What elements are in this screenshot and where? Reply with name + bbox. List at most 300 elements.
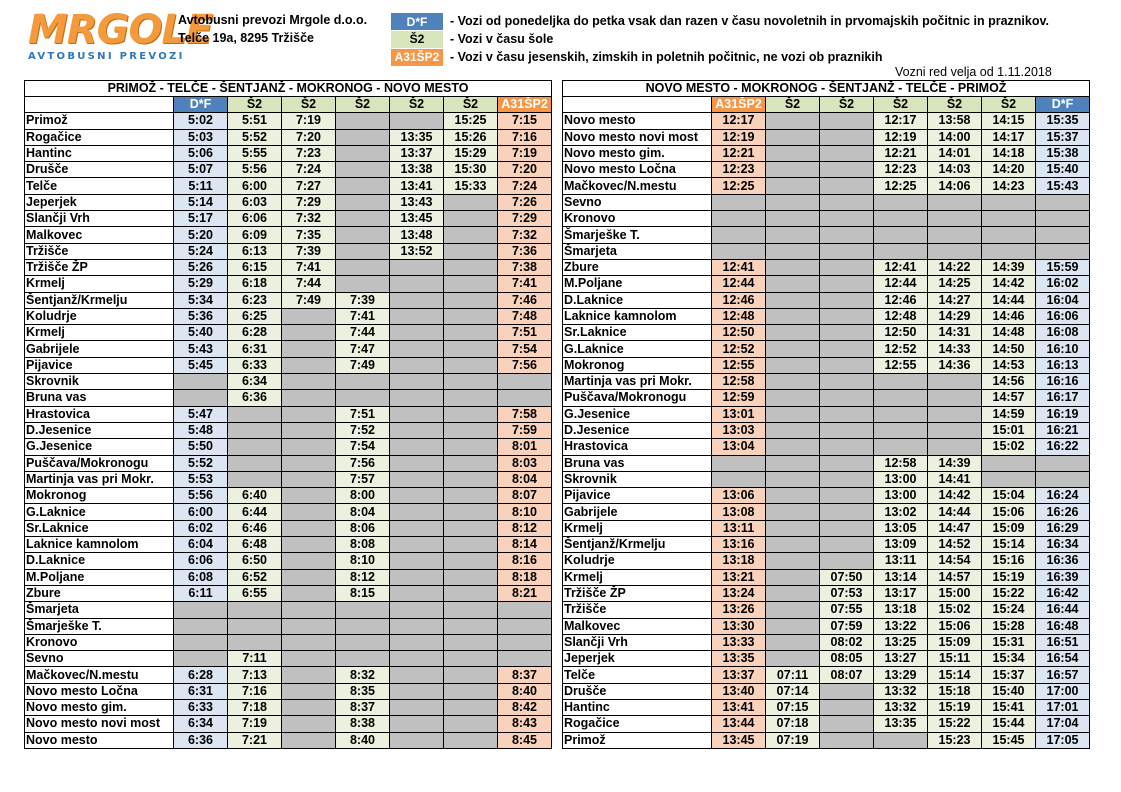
empty-cell xyxy=(444,227,498,243)
departure-time: 7:18 xyxy=(228,699,282,715)
empty-cell xyxy=(766,292,820,308)
empty-cell xyxy=(820,178,874,194)
empty-cell xyxy=(282,341,336,357)
table-row xyxy=(25,178,552,194)
stop-name: Slančji Vrh xyxy=(25,211,174,227)
table-row xyxy=(563,145,1090,161)
departure-time: 14:44 xyxy=(928,504,982,520)
departure-time: 6:13 xyxy=(228,243,282,259)
departure-time: 12:48 xyxy=(712,308,766,324)
departure-time: 7:23 xyxy=(282,145,336,161)
departure-time: 15:25 xyxy=(444,113,498,129)
departure-time: 15:40 xyxy=(982,683,1036,699)
stop-name: M.Poljane xyxy=(25,569,174,585)
departure-time: 6:36 xyxy=(174,732,228,748)
departure-time: 6:00 xyxy=(228,178,282,194)
departure-time: 6:44 xyxy=(228,504,282,520)
departure-time: 5:48 xyxy=(174,422,228,438)
departure-time: 13:38 xyxy=(390,162,444,178)
departure-time: 7:29 xyxy=(282,194,336,210)
empty-cell xyxy=(282,732,336,748)
empty-cell xyxy=(820,699,874,715)
departure-time: 6:34 xyxy=(228,374,282,390)
departure-time: 8:40 xyxy=(336,732,390,748)
table-row xyxy=(563,618,1090,634)
stop-name: Šmarješke T. xyxy=(563,227,712,243)
empty-cell xyxy=(766,553,820,569)
empty-cell xyxy=(282,471,336,487)
departure-time: 16:08 xyxy=(1036,325,1090,341)
table-row xyxy=(563,699,1090,715)
departure-time: 12:17 xyxy=(712,113,766,129)
table-row xyxy=(563,422,1090,438)
departure-time: 15:14 xyxy=(982,537,1036,553)
stop-name: Pijavice xyxy=(25,357,174,373)
departure-time: 7:48 xyxy=(498,308,552,324)
logo-tagline: AVTOBUSNI PREVOZI xyxy=(28,51,185,62)
empty-cell xyxy=(820,194,874,210)
departure-time: 5:56 xyxy=(174,488,228,504)
empty-cell xyxy=(820,227,874,243)
departure-time: 15:30 xyxy=(444,162,498,178)
departure-time: 15:37 xyxy=(1036,129,1090,145)
departure-time: 14:20 xyxy=(982,162,1036,178)
departure-time: 15:29 xyxy=(444,145,498,161)
empty-cell xyxy=(712,471,766,487)
departure-time: 15:19 xyxy=(982,569,1036,585)
departure-time: 6:55 xyxy=(228,585,282,601)
empty-cell xyxy=(766,585,820,601)
departure-time: 13:32 xyxy=(874,699,928,715)
departure-time: 7:59 xyxy=(498,422,552,438)
departure-time: 15:02 xyxy=(928,602,982,618)
departure-time: 08:07 xyxy=(820,667,874,683)
stop-name: Drušče xyxy=(563,683,712,699)
stop-name: D.Jesenice xyxy=(563,422,712,438)
departure-time: 13:52 xyxy=(390,243,444,259)
departure-time: 15:14 xyxy=(928,667,982,683)
departure-time: 8:37 xyxy=(336,699,390,715)
stop-name: Martinja vas pri Mokr. xyxy=(563,374,712,390)
departure-time: 15:35 xyxy=(1036,113,1090,129)
departure-time: 14:39 xyxy=(928,455,982,471)
table-row xyxy=(563,341,1090,357)
empty-cell xyxy=(444,455,498,471)
table-row xyxy=(25,683,552,699)
departure-time: 14:52 xyxy=(928,537,982,553)
departure-time: 7:39 xyxy=(282,243,336,259)
departure-time: 7:19 xyxy=(282,113,336,129)
departure-time: 13:43 xyxy=(390,194,444,210)
departure-time: 6:00 xyxy=(174,504,228,520)
empty-cell xyxy=(444,504,498,520)
empty-cell xyxy=(712,455,766,471)
departure-time: 7:27 xyxy=(282,178,336,194)
column-header: Š2 xyxy=(336,97,390,113)
table-row xyxy=(563,667,1090,683)
empty-cell xyxy=(766,145,820,161)
empty-cell xyxy=(820,390,874,406)
table-row xyxy=(25,194,552,210)
table-row xyxy=(25,471,552,487)
empty-cell xyxy=(766,455,820,471)
table-row xyxy=(25,537,552,553)
departure-time: 07:19 xyxy=(766,732,820,748)
table-row xyxy=(25,667,552,683)
departure-time: 14:56 xyxy=(982,374,1036,390)
table-row xyxy=(25,504,552,520)
table-row xyxy=(563,585,1090,601)
stop-name: Novo mesto gim. xyxy=(563,145,712,161)
empty-cell xyxy=(766,569,820,585)
empty-cell xyxy=(766,129,820,145)
logo-wordmark: MRGOLE xyxy=(28,7,213,53)
stop-name: Primož xyxy=(563,732,712,748)
departure-time: 17:05 xyxy=(1036,732,1090,748)
departure-time: 14:18 xyxy=(982,145,1036,161)
departure-time: 6:34 xyxy=(174,716,228,732)
empty-cell xyxy=(228,602,282,618)
empty-cell xyxy=(228,455,282,471)
departure-time: 8:07 xyxy=(498,488,552,504)
departure-time: 8:32 xyxy=(336,667,390,683)
departure-time: 5:36 xyxy=(174,308,228,324)
stop-name: Laknice kamnolom xyxy=(25,537,174,553)
departure-time: 16:22 xyxy=(1036,439,1090,455)
departure-time: 14:48 xyxy=(982,325,1036,341)
departure-time: 5:53 xyxy=(174,471,228,487)
departure-time: 16:48 xyxy=(1036,618,1090,634)
departure-time: 7:35 xyxy=(282,227,336,243)
empty-cell xyxy=(390,113,444,129)
departure-time: 8:37 xyxy=(498,667,552,683)
departure-time: 13:35 xyxy=(712,651,766,667)
departure-time: 14:42 xyxy=(928,488,982,504)
empty-cell xyxy=(390,422,444,438)
departure-time: 8:12 xyxy=(498,520,552,536)
departure-time: 16:06 xyxy=(1036,308,1090,324)
departure-time: 12:19 xyxy=(874,129,928,145)
stop-name: M.Poljane xyxy=(563,276,712,292)
departure-time: 12:17 xyxy=(874,113,928,129)
departure-time: 08:02 xyxy=(820,634,874,650)
departure-time: 5:24 xyxy=(174,243,228,259)
departure-time: 15:16 xyxy=(982,553,1036,569)
stop-name: Koludrje xyxy=(25,308,174,324)
departure-time: 13:05 xyxy=(874,520,928,536)
departure-time: 7:47 xyxy=(336,341,390,357)
stop-name: G.Jesenice xyxy=(25,439,174,455)
departure-time: 8:12 xyxy=(336,569,390,585)
empty-cell xyxy=(766,194,820,210)
departure-time: 6:03 xyxy=(228,194,282,210)
departure-time: 5:40 xyxy=(174,325,228,341)
empty-cell xyxy=(444,390,498,406)
stop-name: Novo mesto Ločna xyxy=(563,162,712,178)
empty-cell xyxy=(282,634,336,650)
empty-cell xyxy=(766,113,820,129)
departure-time: 15:33 xyxy=(444,178,498,194)
departure-time: 8:04 xyxy=(498,471,552,487)
empty-cell xyxy=(928,243,982,259)
departure-time: 16:10 xyxy=(1036,341,1090,357)
departure-time: 8:35 xyxy=(336,683,390,699)
empty-cell xyxy=(820,716,874,732)
departure-time: 6:48 xyxy=(228,537,282,553)
empty-cell xyxy=(1036,243,1090,259)
departure-time: 8:04 xyxy=(336,504,390,520)
departure-time: 13:41 xyxy=(712,699,766,715)
departure-time: 7:57 xyxy=(336,471,390,487)
empty-cell xyxy=(766,471,820,487)
legend-badge-a31: A31ŠP2 xyxy=(391,49,443,66)
departure-time: 8:42 xyxy=(498,699,552,715)
empty-cell xyxy=(390,699,444,715)
departure-time: 6:28 xyxy=(174,667,228,683)
departure-time: 8:10 xyxy=(336,553,390,569)
stop-name: Novo mesto xyxy=(25,732,174,748)
departure-time: 16:16 xyxy=(1036,374,1090,390)
table-row xyxy=(25,145,552,161)
departure-time: 12:58 xyxy=(874,455,928,471)
table-row xyxy=(25,732,552,748)
departure-time: 13:32 xyxy=(874,683,928,699)
empty-cell xyxy=(928,439,982,455)
table-row xyxy=(25,488,552,504)
table-row xyxy=(563,537,1090,553)
departure-time: 7:21 xyxy=(228,732,282,748)
departure-time: 14:29 xyxy=(928,308,982,324)
empty-cell xyxy=(336,618,390,634)
empty-cell xyxy=(444,732,498,748)
empty-cell xyxy=(282,553,336,569)
departure-time: 15:06 xyxy=(928,618,982,634)
empty-cell xyxy=(820,439,874,455)
empty-cell xyxy=(982,471,1036,487)
empty-cell xyxy=(282,683,336,699)
departure-time: 6:28 xyxy=(228,325,282,341)
empty-cell xyxy=(336,145,390,161)
table-row xyxy=(25,455,552,471)
table-row xyxy=(563,504,1090,520)
departure-time: 15:31 xyxy=(982,634,1036,650)
departure-time: 14:50 xyxy=(982,341,1036,357)
departure-time: 13:27 xyxy=(874,651,928,667)
empty-cell xyxy=(820,471,874,487)
departure-time: 13:02 xyxy=(874,504,928,520)
stop-name: G.Laknice xyxy=(563,341,712,357)
empty-cell xyxy=(390,732,444,748)
stop-name: Tržišče ŽP xyxy=(25,259,174,275)
departure-time: 13:18 xyxy=(874,602,928,618)
empty-cell xyxy=(444,488,498,504)
empty-cell xyxy=(766,537,820,553)
departure-time: 7:38 xyxy=(498,259,552,275)
stop-name: Zbure xyxy=(563,259,712,275)
departure-time: 5:07 xyxy=(174,162,228,178)
departure-time: 7:13 xyxy=(228,667,282,683)
departure-time: 07:18 xyxy=(766,716,820,732)
table-row xyxy=(563,520,1090,536)
empty-cell xyxy=(928,422,982,438)
departure-time: 15:19 xyxy=(928,699,982,715)
column-header: Š2 xyxy=(982,97,1036,113)
departure-time: 15:22 xyxy=(982,585,1036,601)
departure-time: 6:18 xyxy=(228,276,282,292)
departure-time: 13:00 xyxy=(874,471,928,487)
column-header: Š2 xyxy=(874,97,928,113)
empty-cell xyxy=(874,390,928,406)
empty-cell xyxy=(444,716,498,732)
legend-badge-s2: Š2 xyxy=(391,31,443,48)
departure-time: 7:24 xyxy=(498,178,552,194)
stop-name: G.Jesenice xyxy=(563,406,712,422)
stop-name: Bruna vas xyxy=(25,390,174,406)
empty-cell xyxy=(820,357,874,373)
departure-time: 5:02 xyxy=(174,113,228,129)
table-row xyxy=(25,439,552,455)
stop-name: Slančji Vrh xyxy=(563,634,712,650)
departure-time: 13:58 xyxy=(928,113,982,129)
departure-time: 8:03 xyxy=(498,455,552,471)
stop-name: Koludrje xyxy=(563,553,712,569)
departure-time: 8:08 xyxy=(336,537,390,553)
stop-name: Šmarjeta xyxy=(25,602,174,618)
empty-cell xyxy=(766,341,820,357)
empty-cell xyxy=(228,634,282,650)
departure-time: 14:31 xyxy=(928,325,982,341)
empty-cell xyxy=(444,618,498,634)
stop-name: Krmelj xyxy=(25,325,174,341)
empty-cell xyxy=(982,227,1036,243)
departure-time: 07:53 xyxy=(820,585,874,601)
empty-cell xyxy=(1036,455,1090,471)
departure-time: 6:50 xyxy=(228,553,282,569)
table-row xyxy=(563,308,1090,324)
departure-time: 16:24 xyxy=(1036,488,1090,504)
departure-time: 5:06 xyxy=(174,145,228,161)
stop-name: D.Jesenice xyxy=(25,422,174,438)
stop-name: Novo mesto xyxy=(563,113,712,129)
stop-name: Šmarješke T. xyxy=(25,618,174,634)
empty-cell xyxy=(390,683,444,699)
departure-time: 6:15 xyxy=(228,259,282,275)
departure-time: 12:21 xyxy=(712,145,766,161)
departure-time: 16:04 xyxy=(1036,292,1090,308)
stop-name: Telče xyxy=(25,178,174,194)
departure-time: 8:10 xyxy=(498,504,552,520)
departure-time: 15:01 xyxy=(982,422,1036,438)
departure-time: 16:02 xyxy=(1036,276,1090,292)
empty-cell xyxy=(336,259,390,275)
table-row xyxy=(25,569,552,585)
table-row xyxy=(563,716,1090,732)
departure-time: 08:05 xyxy=(820,651,874,667)
empty-cell xyxy=(336,243,390,259)
departure-time: 12:50 xyxy=(712,325,766,341)
departure-time: 6:40 xyxy=(228,488,282,504)
empty-cell xyxy=(820,145,874,161)
departure-time: 12:46 xyxy=(712,292,766,308)
empty-cell xyxy=(498,651,552,667)
empty-cell xyxy=(336,602,390,618)
departure-time: 8:06 xyxy=(336,520,390,536)
empty-cell xyxy=(174,634,228,650)
departure-time: 07:11 xyxy=(766,667,820,683)
empty-cell xyxy=(498,602,552,618)
stop-name: Šmarjeta xyxy=(563,243,712,259)
departure-time: 12:59 xyxy=(712,390,766,406)
departure-time: 6:11 xyxy=(174,585,228,601)
empty-cell xyxy=(820,504,874,520)
empty-cell xyxy=(444,194,498,210)
empty-cell xyxy=(390,667,444,683)
departure-time: 13:22 xyxy=(874,618,928,634)
departure-time: 5:26 xyxy=(174,259,228,275)
departure-time: 15:00 xyxy=(928,585,982,601)
departure-time: 7:41 xyxy=(282,259,336,275)
empty-cell xyxy=(928,406,982,422)
empty-cell xyxy=(1036,211,1090,227)
empty-cell xyxy=(282,439,336,455)
empty-cell xyxy=(336,374,390,390)
departure-time: 13:25 xyxy=(874,634,928,650)
empty-cell xyxy=(444,243,498,259)
departure-time: 7:16 xyxy=(228,683,282,699)
departure-time: 12:41 xyxy=(874,259,928,275)
table-row xyxy=(25,259,552,275)
departure-time: 8:14 xyxy=(498,537,552,553)
column-header: Š2 xyxy=(228,97,282,113)
departure-time: 17:04 xyxy=(1036,716,1090,732)
table-row xyxy=(25,618,552,634)
empty-cell xyxy=(820,113,874,129)
departure-time: 15:43 xyxy=(1036,178,1090,194)
departure-time: 12:41 xyxy=(712,259,766,275)
departure-time: 7:15 xyxy=(498,113,552,129)
departure-time: 13:35 xyxy=(874,716,928,732)
empty-cell xyxy=(928,227,982,243)
departure-time: 8:21 xyxy=(498,585,552,601)
table-row xyxy=(563,211,1090,227)
departure-time: 14:44 xyxy=(982,292,1036,308)
empty-cell xyxy=(444,308,498,324)
empty-cell xyxy=(874,406,928,422)
stop-name: Šentjanž/Krmelju xyxy=(25,292,174,308)
empty-cell xyxy=(390,292,444,308)
stop-name: Jeperjek xyxy=(25,194,174,210)
column-header: Š2 xyxy=(820,97,874,113)
empty-cell xyxy=(390,308,444,324)
table-row xyxy=(563,357,1090,373)
empty-cell xyxy=(766,422,820,438)
departure-time: 14:54 xyxy=(928,553,982,569)
empty-cell xyxy=(336,211,390,227)
departure-time: 12:55 xyxy=(874,357,928,373)
empty-cell xyxy=(766,211,820,227)
departure-time: 7:58 xyxy=(498,406,552,422)
stop-name: Sr.Laknice xyxy=(25,520,174,536)
departure-time: 13:45 xyxy=(712,732,766,748)
table-row xyxy=(25,374,552,390)
empty-cell xyxy=(390,520,444,536)
empty-cell xyxy=(282,422,336,438)
empty-cell xyxy=(766,357,820,373)
table-row xyxy=(563,325,1090,341)
stop-name: Sevno xyxy=(563,194,712,210)
departure-time: 5:55 xyxy=(228,145,282,161)
departure-time: 5:14 xyxy=(174,194,228,210)
